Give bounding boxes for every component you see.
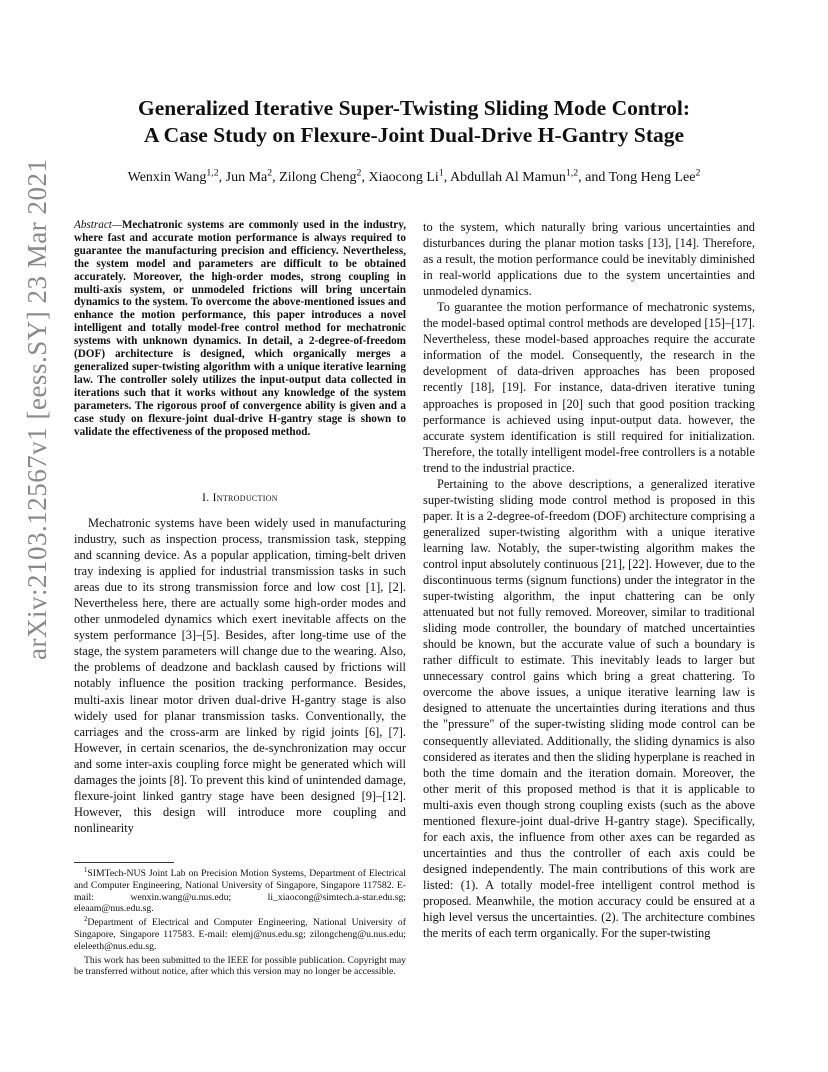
footnote: This work has been submitted to the IEEE for possible publication. Copyright may be transferred without notice, after which this version may no longer be accessible.	[74, 954, 406, 978]
section-number: I.	[202, 492, 210, 504]
body-paragraph: To guarantee the motion performance of mechatronic systems, the model-based optimal control methods are developed [15]–[17]. Nevertheless, these model-based approaches require the accurate information of the model. Consequently, the research in the development of data-driven approaches has been proposed recently [18], [19]. For instance, data-driven iterative tuning approaches is proposed in [20] such that good position tracking performance is achieved using input-output data. however, the accurate system identification is still required for initialization. Therefore, the totally intelligent model-free controllers is a notable trend to the industrial practice.	[423, 300, 755, 475]
intro-paragraph: Mechatronic systems have been widely used in manufacturing industry, such as inspection process, transmission task, stepping and scanning device. As a popular application, timing-belt driven tray indexing is applied for industrial transmission tasks in such areas due to its strong transmission force and low cost [1], [2]. Nevertheless here, there are actually some high-order modes and other unmodeled dynamics which exert inevitable affects on the system performance [3]–[5]. Besides, after long-time use of the stage, the system parameters will change due to the wearing. Also, the problems of deadzone and backlash caused by frictions will notably influence the position tracking performance. Besides, multi-axis linear motor driven dual-drive H-gantry stage is also widely used for planar transmission tasks. Conventionally, the carriages and the cross-arm are linked by rigid joints [6], [7]. However, in certain scenarios, the de-synchronization may occur and some inter-axis coupling force might be generated which will damages the joints [8]. To prevent this kind of unintended damage, flexure-joint linked gantry stage have been designed [9]–[12]. However, this design will introduce more coupling and nonlinearity	[74, 516, 406, 835]
title-line-2: A Case Study on Flexure-Joint Dual-Drive H-Gantry Stage	[143, 123, 685, 147]
author-affiliation-mark: 2	[267, 167, 273, 179]
right-column	[423, 219, 755, 941]
abstract-label: Abstract—	[74, 219, 122, 231]
title-line-1: Generalized Iterative Super-Twisting Sliding Mode Control:	[138, 96, 690, 120]
paper-title	[60, 95, 768, 149]
author-affiliation-mark: 2	[695, 167, 701, 179]
author-affiliation-mark: 1,2	[206, 167, 219, 179]
footnote-rule	[74, 862, 174, 863]
body-paragraph: Pertaining to the above descriptions, a generalized iterative super-twisting sliding mode control method is proposed in this paper. It is a 2-degree-of-freedom (DOF) architecture comprising a generalized super-twisting algorithm with a unique iterative learning law. Notably, the super-twisting algorithm makes the control input absolutely continuous [21], [22]. However, due to the discontinuous terms (signum functions) under the integrator in the super-twisting algorithm, the input chattering can be only attenuated but not fully removed. Moreover, similar to traditional sliding mode controller, the boundary of matched uncertainties should be known, but the accurate value of such a boundary is rather difficult to estimate. This inevitably leads to larger but unnecessary control gains which bring a great chattering. To overcome the above issues, a unique iterative learning law is designed to attenuate the uncertainties during iterations and thus the "pressure" of the super-twisting sliding mode control can be consequently alleviated. Additionally, the sliding dynamics is also considered as iterates and then the sliding hyperplane is reached in both the time domain and the iteration domain. Moreover, the other merit of this proposed method is that it is applicable to multi-axis even though strong coupling exists (such as the above mentioned flexure-joint dual-drive H-gantry stage). Specifically, for each axis, the influence from other axes can be regarded as uncertainties and thus the controller of each axis could be designed independently. The main contributions of this work are listed: (1). A totally model-free intelligent control method is proposed. Meanwhile, the motion accuracy could be ensured at a high level versus the uncertainties. (2). The architecture combines the merits of each term organically. For the super-twisting	[423, 476, 755, 941]
author-affiliation-mark: 2	[356, 167, 362, 179]
author-name: Tong Heng Lee	[608, 170, 696, 185]
footnote-mark: 1	[84, 866, 88, 874]
section-title: Introduction	[212, 492, 278, 504]
footnote: $^1$SIMTech-NUS Joint Lab on Precision Motion Systems, Department of Electrical and Computer Engineering, National University of Singapore, Singapore 117582. E-mail: wenxin.wang@u.nus.edu; li_xiaocong@simtech.a-star.edu.sg; eleaam@nus.edu.sg.	[74, 866, 406, 915]
introduction-column	[74, 515, 406, 836]
author-name: Zilong Cheng	[279, 170, 357, 185]
author-affiliation-mark: 1,2	[565, 167, 579, 179]
footnote: $^2$Department of Electrical and Computer Engineering, National University of Singapore, Singapore 117583. E-mail: elemj@nus.edu.sg; zilongcheng@u.nus.edu; eleleeth@nus.edu.sg.	[74, 915, 406, 952]
abstract-text: Mechatronic systems are commonly used in the industry, where fast and accurate motion performance is always required to guarantee the manufacturing precision and efficiency. Nevertheless, the system model and parameters are difficult to be obtained accurately. Moreover, the high-order modes, strong coupling in multi-axis system, or unmodeled frictions will bring uncertain dynamics to the system. To overcome the above-mentioned issues and enhance the motion performance, this paper introduces a novel intelligent and totally model-free control method for mechatronic systems with unknown dynamics. In detail, a 2-degree-of-freedom (DOF) architecture is designed, which organically merges a generalized super-twisting algorithm with a unique iterative learning law. The controller solely utilizes the input-output data collected in iterations such that it works without any knowledge of the system parameters. The rigorous proof of convergence ability is given and a case study on flexure-joint dual-drive H-gantry stage is shown to validate the effectiveness of the proposed method.	[74, 219, 406, 438]
author-name: Wenxin Wang	[127, 170, 207, 185]
footnotes	[74, 868, 406, 980]
author-name: Jun Ma	[225, 170, 268, 185]
arxiv-identifier: arXiv:2103.12567v1 [eess.SY] 23 Mar 2021	[22, 158, 52, 660]
author-affiliation-mark: 1	[438, 167, 444, 179]
section-heading	[74, 492, 406, 504]
footnote-mark: 2	[84, 915, 88, 923]
author-list: Wenxin Wang$^{1,2}$, Jun Ma$^2$, Zilong Cheng$^2$, Xiaocong Li$^1$, Abdullah Al Mamun$^{1,2}$, and Tong Heng Lee$^2$	[127, 167, 701, 185]
author-name: Abdullah Al Mamun	[449, 170, 566, 185]
author-name: Xiaocong Li	[368, 170, 439, 185]
abstract	[74, 219, 406, 438]
body-paragraph: to the system, which naturally bring various uncertainties and disturbances during the planar motion tasks [13], [14]. Therefore, as a result, the motion performance could be inevitably diminished in real-world applications due to the system uncertainties and unmodeled dynamics.	[423, 220, 755, 299]
